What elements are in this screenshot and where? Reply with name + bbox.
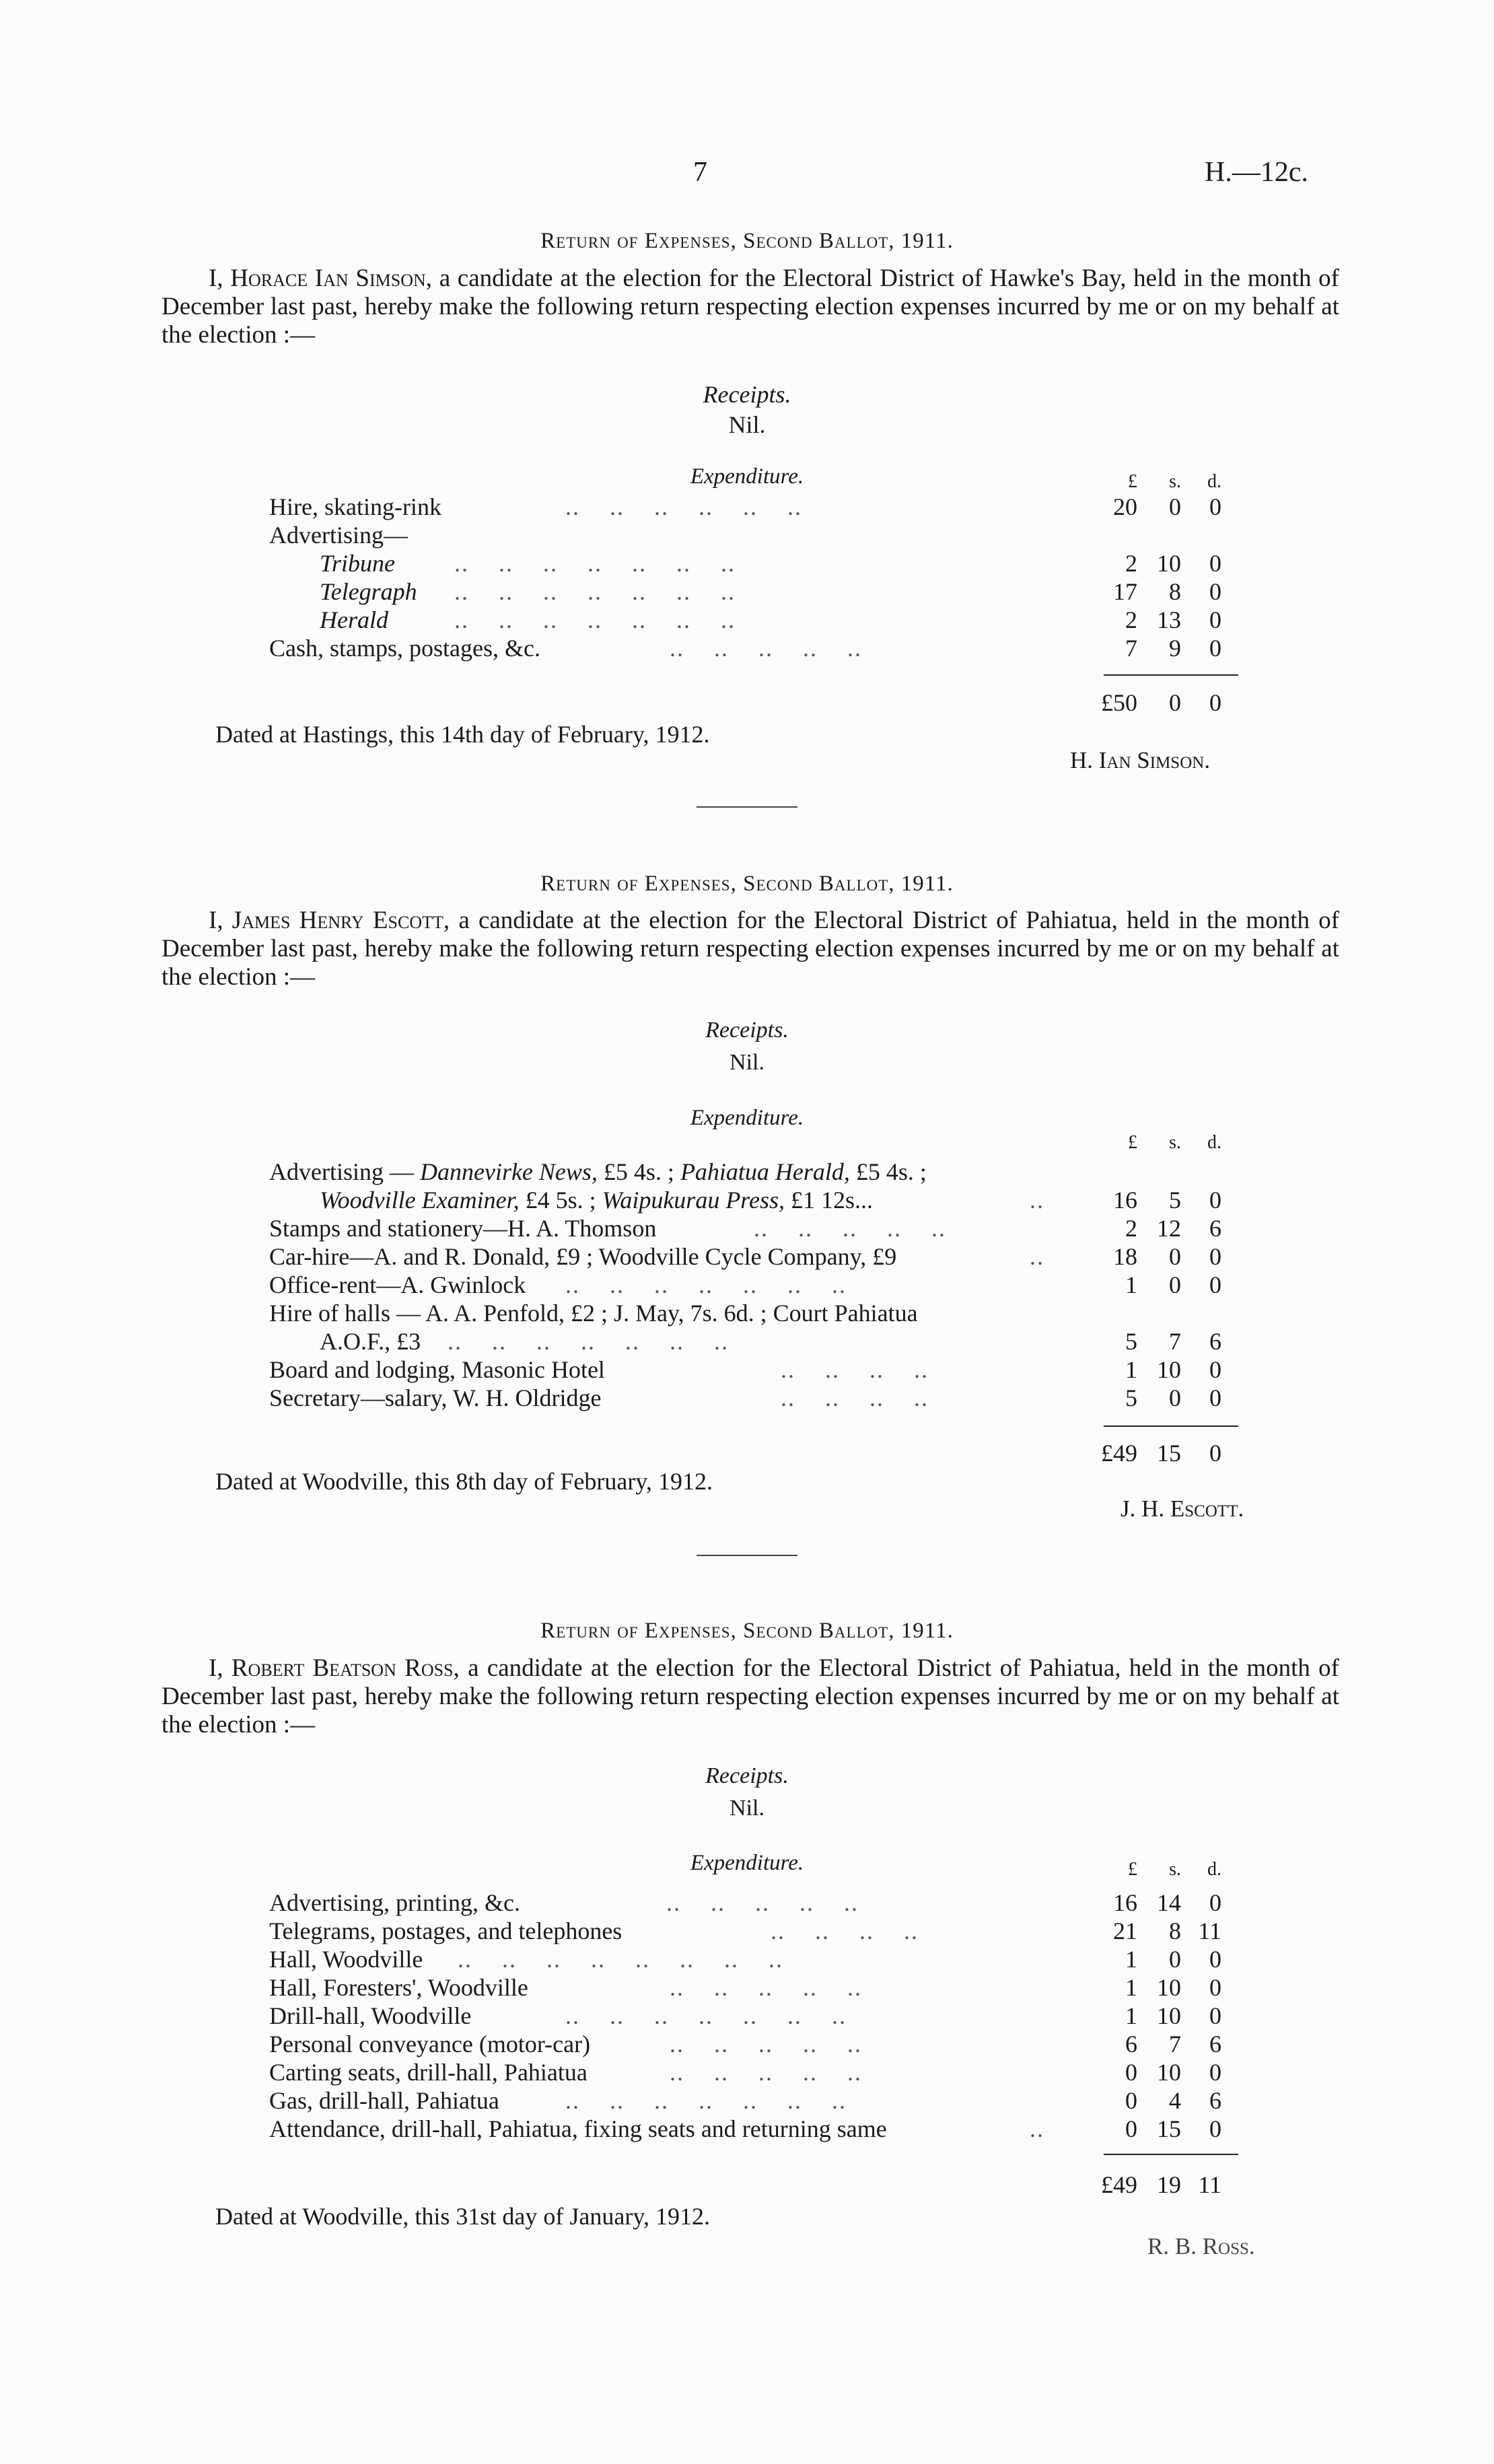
expense-row: Hall, Foresters', Woodville .. .. .. .. .. 1 10 0: [269, 1974, 1221, 2001]
expense-row: Hall, Woodville .. .. .. .. .. .. .. .. 1 0 0: [269, 1946, 1221, 1973]
candidate-name: Robert Beatson Ross: [231, 1654, 454, 1682]
dated-line: Dated at Woodville, this 8th day of February, 1912.: [215, 1468, 713, 1495]
expense-row: Telegraph .. .. .. .. .. .. .. 17 8 0: [320, 578, 1221, 605]
signature: J. H. Escott.: [1120, 1495, 1244, 1522]
column-headers: £ s. d.: [1128, 1132, 1221, 1153]
column-headers: £ s. d.: [1128, 471, 1221, 492]
candidate-name: Horace Ian Simson: [230, 265, 426, 292]
return-title: Return of Expenses, Second Ballot, 1911.: [540, 229, 954, 253]
document-reference: H.—12c.: [1205, 157, 1308, 188]
expense-row: Office-rent—A. Gwinlock .. .. .. .. .. .. .. 1 0 0: [269, 1271, 1221, 1298]
receipts-value: Nil.: [730, 1050, 764, 1075]
expense-row: Telegrams, postages, and telephones .. .. .. .. 21 8 11: [269, 1917, 1221, 1944]
total-rule: [1104, 674, 1238, 676]
expense-row: Board and lodging, Masonic Hotel .. .. .. .. 1 10 0: [269, 1356, 1221, 1383]
section-divider: [697, 806, 797, 808]
candidate-name: James Henry Escott: [232, 907, 443, 934]
receipts-value: Nil.: [730, 1796, 764, 1821]
return-intro: I, Robert Beatson Ross, a candidate at the election for the Electoral District of Pahiatua, held in the month of December last past, hereby make the following return respecting election expenses incurred by me or on my behalf at the election :—: [162, 1654, 1340, 1738]
expense-row-advertising: Advertising — Dannevirke News, £5 4s. ; Pahiatua Herald, £5 4s. ;: [269, 1158, 927, 1185]
expense-row: Advertising—: [269, 522, 408, 549]
expense-row: Advertising, printing, &c. .. .. .. .. .. 16 14 0: [269, 1889, 1221, 1916]
total-row: £49 15 0: [1101, 1440, 1221, 1467]
return-title: Return of Expenses, Second Ballot, 1911.: [540, 1619, 954, 1643]
expenditure-heading: Expenditure.: [690, 1851, 804, 1875]
expense-row: Secretary—salary, W. H. Oldridge .. .. .. .. 5 0 0: [269, 1384, 1221, 1411]
receipts-heading: Receipts.: [703, 381, 791, 408]
expense-row: Car-hire—A. and R. Donald, £9 ; Woodville Cycle Company, £9 .. 18 0 0: [269, 1243, 1221, 1270]
return-title: Return of Expenses, Second Ballot, 1911.: [540, 872, 954, 896]
dated-line: Dated at Hastings, this 14th day of February, 1912.: [215, 721, 710, 748]
expense-row: Carting seats, drill-hall, Pahiatua .. .. .. .. .. 0 10 0: [269, 2059, 1221, 2086]
dated-line: Dated at Woodville, this 31st day of January, 1912.: [215, 2203, 710, 2230]
expenditure-heading: Expenditure.: [690, 1106, 804, 1130]
page-number: 7: [693, 157, 707, 188]
expense-row: Gas, drill-hall, Pahiatua .. .. .. .. .. .. .. 0 4 6: [269, 2087, 1221, 2114]
expense-row: Hire, skating-rink .. .. .. .. .. .. 20 0 0: [269, 493, 1221, 520]
receipts-heading: Receipts.: [705, 1763, 789, 1788]
expenditure-heading: Expenditure.: [690, 464, 804, 489]
total-rule: [1104, 2154, 1238, 2155]
receipts-heading: Receipts.: [705, 1018, 789, 1043]
total-row: £50 0 0: [1101, 689, 1221, 716]
expense-row-halls: Hire of halls — A. A. Penfold, £2 ; J. May, 7s. 6d. ; Court Pahiatua: [269, 1300, 918, 1327]
expense-row: Drill-hall, Woodville .. .. .. .. .. .. .. 1 10 0: [269, 2002, 1221, 2029]
expense-row-advertising-cont: Woodville Examiner, £4 5s. ; Waipukurau Press, £1 12s... .. 16 5 0: [320, 1187, 1221, 1213]
expense-row: Tribune .. .. .. .. .. .. .. 2 10 0: [320, 550, 1221, 577]
total-row: £49 19 11: [1101, 2171, 1221, 2198]
return-intro: I, James Henry Escott, a candidate at the election for the Electoral District of Pahiatua, held in the month of December last past, hereby make the following return respecting election expenses incurred by me or on my behalf at the election :—: [162, 907, 1340, 991]
expense-row: Cash, stamps, postages, &c. .. .. .. .. .. 7 9 0: [269, 635, 1221, 662]
receipts-value: Nil.: [728, 411, 766, 438]
signature: H. Ian Simson.: [1070, 747, 1211, 773]
expense-row: Stamps and stationery—H. A. Thomson .. .. .. .. .. 2 12 6: [269, 1215, 1221, 1242]
total-rule: [1104, 1425, 1238, 1427]
expense-row: Personal conveyance (motor-car) .. .. .. .. .. 6 7 6: [269, 2031, 1221, 2057]
expense-row-halls-cont: A.O.F., £3 .. .. .. .. .. .. .. 5 7 6: [320, 1328, 1221, 1355]
section-divider: [697, 1555, 797, 1556]
signature: R. B. Ross.: [1147, 2233, 1255, 2259]
expense-row: Attendance, drill-hall, Pahiatua, fixing seats and returning same .. 0 15 0: [269, 2115, 1221, 2142]
expense-row: Herald .. .. .. .. .. .. .. 2 13 0: [320, 606, 1221, 633]
return-intro: I, Horace Ian Simson, a candidate at the election for the Electoral District of Hawke's Bay, held in the month of December last past, hereby make the following return respecting election expenses incurred by me or on my behalf at the election :—: [162, 265, 1339, 349]
column-headers: £ s. d.: [1128, 1859, 1221, 1880]
